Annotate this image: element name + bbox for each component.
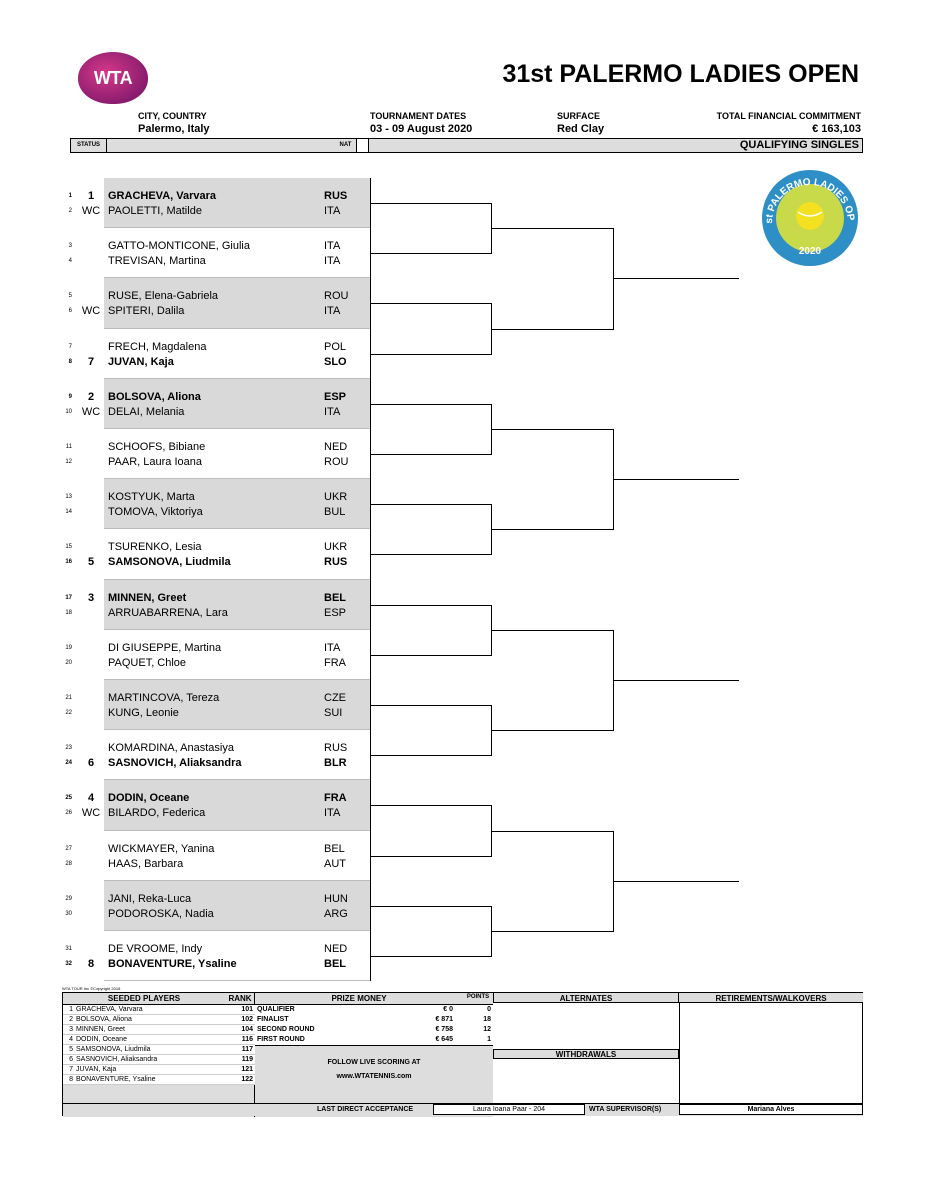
prize-money: € 758 (435, 1026, 453, 1033)
player-row (62, 555, 372, 569)
lda-label: LAST DIRECT ACCEPTANCE (317, 1106, 414, 1113)
player-nat: ITA (324, 641, 341, 654)
player-nat: BEL (324, 958, 346, 970)
player-name: KUNG, Leonie (108, 707, 179, 719)
bracket-line (370, 203, 492, 204)
seed-rank: 116 (241, 1036, 253, 1043)
lda-value: Laura Ioana Paar - 204 (433, 1104, 585, 1115)
seed-rank: 104 (241, 1026, 253, 1033)
draw-position: 18 (65, 609, 72, 616)
player-nat: CZE (324, 692, 346, 704)
draw-position: 7 (68, 343, 72, 350)
follow-line1: FOLLOW LIVE SCORING AT (327, 1059, 421, 1066)
seed-status: WC (81, 807, 101, 820)
prize-header: PRIZE MONEY (331, 994, 387, 1003)
player-nat: ITA (324, 240, 341, 253)
player-row (62, 289, 372, 303)
prize-round: SECOND ROUND (257, 1026, 315, 1033)
seed-name: DODIN, Oceane (76, 1036, 127, 1043)
prize-points: 1 (487, 1036, 491, 1043)
player-name: GRACHEVA, Varvara (108, 190, 217, 202)
player-row (62, 741, 372, 755)
bracket-line (370, 554, 492, 555)
draw-position: 27 (65, 845, 72, 852)
player-row (62, 405, 372, 419)
player-nat: AUT (324, 857, 346, 870)
seed-rank: 101 (241, 1006, 253, 1013)
seed-row (63, 1045, 255, 1055)
footer-table (62, 992, 863, 1116)
surface-label: SURFACE (557, 111, 601, 121)
bracket-line (370, 705, 492, 706)
player-name: SPITERI, Dalila (108, 305, 185, 318)
player-nat: ITA (324, 405, 341, 418)
draw-position: 23 (65, 745, 72, 752)
player-row (62, 907, 372, 921)
draw-position: 4 (68, 258, 72, 265)
draw-position: 31 (65, 946, 72, 952)
bracket-line (370, 856, 492, 857)
dates-value: 03 - 09 August 2020 (370, 123, 473, 135)
draw-position: 10 (65, 408, 72, 415)
bracket-line (370, 404, 492, 405)
player-name: DI GIUSEPPE, Martina (108, 641, 222, 654)
svg-text:2020: 2020 (798, 246, 822, 257)
player-name: BONAVENTURE, Ysaline (108, 958, 237, 970)
player-name: JUVAN, Kaja (108, 355, 174, 368)
seed-status: 7 (87, 355, 95, 368)
player-name: KOSTYUK, Marta (108, 491, 195, 504)
bracket-line (613, 680, 739, 681)
player-row (62, 340, 372, 354)
prize-row (255, 1015, 493, 1025)
player-nat: BUL (324, 506, 346, 519)
player-nat: FRA (324, 656, 346, 669)
player-name: PAQUET, Chloe (108, 656, 187, 669)
seed-status: 6 (87, 757, 95, 770)
prize-round: FINALIST (257, 1016, 289, 1023)
player-row (62, 957, 372, 971)
player-nat: ITA (324, 305, 341, 318)
bracket-line (491, 228, 614, 229)
player-name: KOMARDINA, Anastasiya (108, 742, 234, 755)
prize-round: QUALIFIER (257, 1006, 295, 1013)
player-name: JANI, Reka-Luca (108, 892, 192, 905)
bracket-line (370, 303, 492, 304)
prize-row (255, 1005, 493, 1015)
bracket-line (370, 454, 492, 455)
player-row (62, 857, 372, 871)
seeded-header: SEEDED PLAYERS (107, 994, 181, 1003)
seed-rank: 117 (241, 1046, 253, 1053)
prize-points: 12 (483, 1026, 491, 1033)
nat-col: NAT (323, 139, 369, 152)
seed-name: BONAVENTURE, Ysaline (76, 1076, 156, 1083)
draw-position: 6 (68, 308, 72, 315)
bracket-line (370, 253, 492, 254)
draw-position: 14 (65, 509, 72, 516)
seed-status: 8 (87, 958, 95, 970)
player-name: BOLSOVA, Aliona (108, 390, 201, 403)
wta-logo: WTA (78, 52, 148, 104)
draw-position: 13 (65, 494, 72, 501)
follow-line2[interactable]: www.WTATENNIS.com (336, 1073, 412, 1080)
player-row (62, 641, 372, 655)
player-row (62, 892, 372, 906)
player-row (62, 355, 372, 369)
seed-status: 5 (87, 556, 95, 569)
player-nat: UKR (324, 491, 348, 504)
seed-row (63, 1035, 255, 1045)
seed-number: 3 (69, 1026, 73, 1033)
seed-row (63, 1055, 255, 1065)
bracket-line (613, 881, 739, 882)
seed-name: GRACHEVA, Varvara (76, 1006, 143, 1013)
seed-row (63, 1005, 255, 1015)
player-nat: RUS (324, 556, 348, 569)
prize-row (255, 1035, 493, 1045)
player-nat: ITA (324, 255, 341, 268)
player-nat: BEL (324, 842, 345, 855)
points-header: POINTS (466, 994, 490, 1000)
draw-position: 5 (68, 293, 72, 300)
prize-points: 18 (483, 1016, 491, 1023)
player-name: SAMSONOVA, Liudmila (108, 556, 231, 569)
player-row (62, 791, 372, 805)
player-name: BILARDO, Federica (108, 807, 206, 820)
player-name: ARRUABARRENA, Lara (108, 606, 228, 619)
player-row (62, 505, 372, 519)
retirements-header: RETIREMENTS/WALKOVERS (715, 994, 827, 1003)
seed-number: 1 (69, 1006, 73, 1013)
prize-round: FIRST ROUND (257, 1036, 305, 1043)
draw-position: 17 (65, 594, 72, 601)
player-nat: ITA (324, 205, 341, 217)
player-name: TREVISAN, Martina (108, 255, 206, 268)
prize-money: € 871 (435, 1016, 453, 1023)
financial-label: TOTAL FINANCIAL COMMITMENT (716, 111, 861, 121)
player-row (62, 254, 372, 268)
seed-status: WC (81, 305, 101, 318)
city-value: Palermo, Italy (138, 123, 210, 135)
player-nat: SUI (324, 707, 343, 719)
seed-number: 2 (69, 1016, 73, 1023)
supervisor-label: WTA SUPERVISOR(S) (589, 1106, 662, 1113)
bracket-line (491, 429, 614, 430)
player-nat: SLO (324, 355, 347, 368)
player-name: GATTO-MONTICONE, Giulia (108, 240, 250, 253)
player-name: HAAS, Barbara (108, 857, 184, 870)
player-row (62, 189, 372, 203)
seed-number: 5 (69, 1046, 73, 1053)
bracket-line (370, 354, 492, 355)
bracket-line (491, 529, 614, 530)
seed-rank: 122 (241, 1076, 253, 1083)
seed-number: 4 (69, 1036, 73, 1043)
player-row (62, 239, 372, 253)
player-row (62, 756, 372, 770)
bracket-line (370, 956, 492, 957)
player-row (62, 304, 372, 318)
player-name: PAOLETTI, Matilde (108, 205, 202, 217)
player-name: RUSE, Elena-Gabriela (108, 290, 219, 303)
city-label: CITY, COUNTRY (138, 111, 207, 121)
player-name: WICKMAYER, Yanina (108, 842, 215, 855)
player-row (62, 806, 372, 820)
bracket-line (491, 630, 614, 631)
bracket-line (491, 931, 614, 932)
prize-row (255, 1025, 493, 1035)
player-row (62, 440, 372, 454)
player-nat: RUS (324, 742, 348, 755)
seed-row (63, 1075, 255, 1085)
prize-points: 0 (487, 1006, 491, 1013)
draw-position: 16 (65, 559, 72, 566)
player-nat: NED (324, 943, 348, 955)
seed-row (63, 1025, 255, 1035)
player-row (62, 591, 372, 605)
bracket-line (613, 479, 739, 480)
bracket-line (370, 755, 492, 756)
seed-status: 3 (87, 591, 95, 604)
draw-position: 20 (65, 659, 72, 666)
seed-rank: 102 (241, 1016, 253, 1023)
player-nat: HUN (324, 892, 348, 905)
draw-position: 32 (65, 961, 72, 967)
seed-name: SASNOVICH, Aliaksandra (76, 1056, 158, 1063)
player-row (62, 842, 372, 856)
draw-position: 3 (68, 243, 72, 250)
bracket-line (370, 805, 492, 806)
draw-position: 28 (65, 860, 72, 867)
player-name: DODIN, Oceane (108, 792, 190, 805)
player-nat: ARG (324, 907, 348, 920)
draw-position: 2 (68, 208, 72, 214)
bracket-line (491, 329, 614, 330)
status-col: STATUS (71, 139, 107, 152)
player-nat: BEL (324, 591, 346, 604)
tournament-badge (760, 168, 860, 268)
player-row (62, 540, 372, 554)
surface-value: Red Clay (557, 123, 605, 135)
withdrawals-header: WITHDRAWALS (555, 1050, 617, 1059)
player-row (62, 691, 372, 705)
seed-number: 7 (69, 1066, 73, 1073)
draw-position: 8 (68, 358, 72, 365)
bracket-line (370, 655, 492, 656)
draw-position: 9 (68, 393, 72, 400)
draw-position: 19 (65, 644, 72, 651)
player-name: PAAR, Laura Ioana (108, 456, 202, 468)
financial-value: € 163,103 (812, 123, 861, 135)
rank-header: RANK (228, 994, 252, 1003)
draw-position: 30 (65, 910, 72, 917)
player-nat: RUS (324, 190, 348, 202)
seed-status: WC (81, 205, 101, 217)
player-name: MINNEN, Greet (108, 591, 187, 604)
player-name: SASNOVICH, Aliaksandra (108, 757, 242, 770)
player-row (62, 606, 372, 620)
player-nat: ROU (324, 290, 349, 303)
player-name: SCHOOFS, Bibiane (108, 441, 206, 453)
player-nat: FRA (324, 792, 347, 805)
seed-number: 6 (69, 1056, 73, 1063)
player-row (62, 204, 372, 218)
seed-status: 2 (87, 390, 95, 403)
seed-status: 1 (87, 190, 95, 202)
tournament-title: 31st PALERMO LADIES OPEN (502, 60, 859, 88)
seed-status: WC (81, 405, 101, 418)
seed-name: MINNEN, Greet (76, 1026, 126, 1033)
player-nat: ESP (324, 390, 347, 403)
draw-position: 1 (68, 193, 72, 199)
draw-position: 26 (65, 810, 72, 817)
bracket-line (491, 831, 614, 832)
prize-money: € 645 (435, 1036, 453, 1043)
seed-row (63, 1065, 255, 1075)
bracket-line (370, 906, 492, 907)
player-nat: POL (324, 340, 347, 353)
bracket-line (370, 605, 492, 606)
prize-money: € 0 (443, 1006, 453, 1013)
draw-position: 25 (65, 795, 72, 802)
seed-status: 4 (87, 792, 95, 805)
bracket-line (491, 730, 614, 731)
draw-position: 12 (65, 459, 72, 465)
player-row (62, 656, 372, 670)
player-name: PODOROSKA, Nadia (108, 907, 214, 920)
supervisor-value: Mariana Alves (679, 1104, 863, 1115)
player-nat: ESP (324, 606, 347, 619)
player-nat: BLR (324, 757, 347, 770)
player-nat: ITA (324, 807, 341, 820)
player-nat: ROU (324, 456, 349, 468)
draw-position: 11 (65, 444, 72, 450)
copyright-text: WTA TOUR Inc ©Copyright 2018 (62, 986, 121, 991)
player-row (62, 490, 372, 504)
player-row (62, 942, 372, 956)
seed-name: JUVAN, Kaja (76, 1066, 117, 1073)
dates-label: TOURNAMENT DATES (370, 111, 467, 121)
player-name: TSURENKO, Lesia (108, 541, 202, 554)
draw-position: 24 (65, 760, 72, 767)
seed-rank: 121 (241, 1066, 253, 1073)
seed-number: 8 (69, 1076, 73, 1083)
seed-rank: 119 (241, 1056, 253, 1063)
seed-row (63, 1015, 255, 1025)
player-name: TOMOVA, Viktoriya (108, 506, 203, 519)
svg-text:31st PALERMO LADIES OPEN: st PALERMO LADIES OP (763, 176, 857, 224)
draw-position: 15 (65, 544, 72, 551)
seed-name: BOLSOVA, Aliona (76, 1016, 132, 1023)
player-row (62, 706, 372, 720)
bracket-line (370, 504, 492, 505)
player-name: DELAI, Melania (108, 405, 185, 418)
draw-position: 22 (65, 710, 72, 716)
player-name: FRECH, Magdalena (108, 340, 207, 353)
player-name: DE VROOME, Indy (108, 943, 203, 955)
player-nat: NED (324, 441, 348, 453)
player-name: MARTINCOVA, Tereza (108, 692, 220, 704)
player-row (62, 455, 372, 469)
draw-position: 29 (65, 895, 72, 902)
seed-name: SAMSONOVA, Liudmila (76, 1046, 151, 1053)
draw-position: 21 (65, 695, 72, 701)
player-row (62, 390, 372, 404)
bracket-line (613, 278, 739, 279)
event-title: QUALIFYING SINGLES (739, 139, 859, 151)
player-nat: UKR (324, 541, 348, 554)
alternates-header: ALTERNATES (559, 994, 613, 1003)
status-bar (70, 138, 863, 153)
